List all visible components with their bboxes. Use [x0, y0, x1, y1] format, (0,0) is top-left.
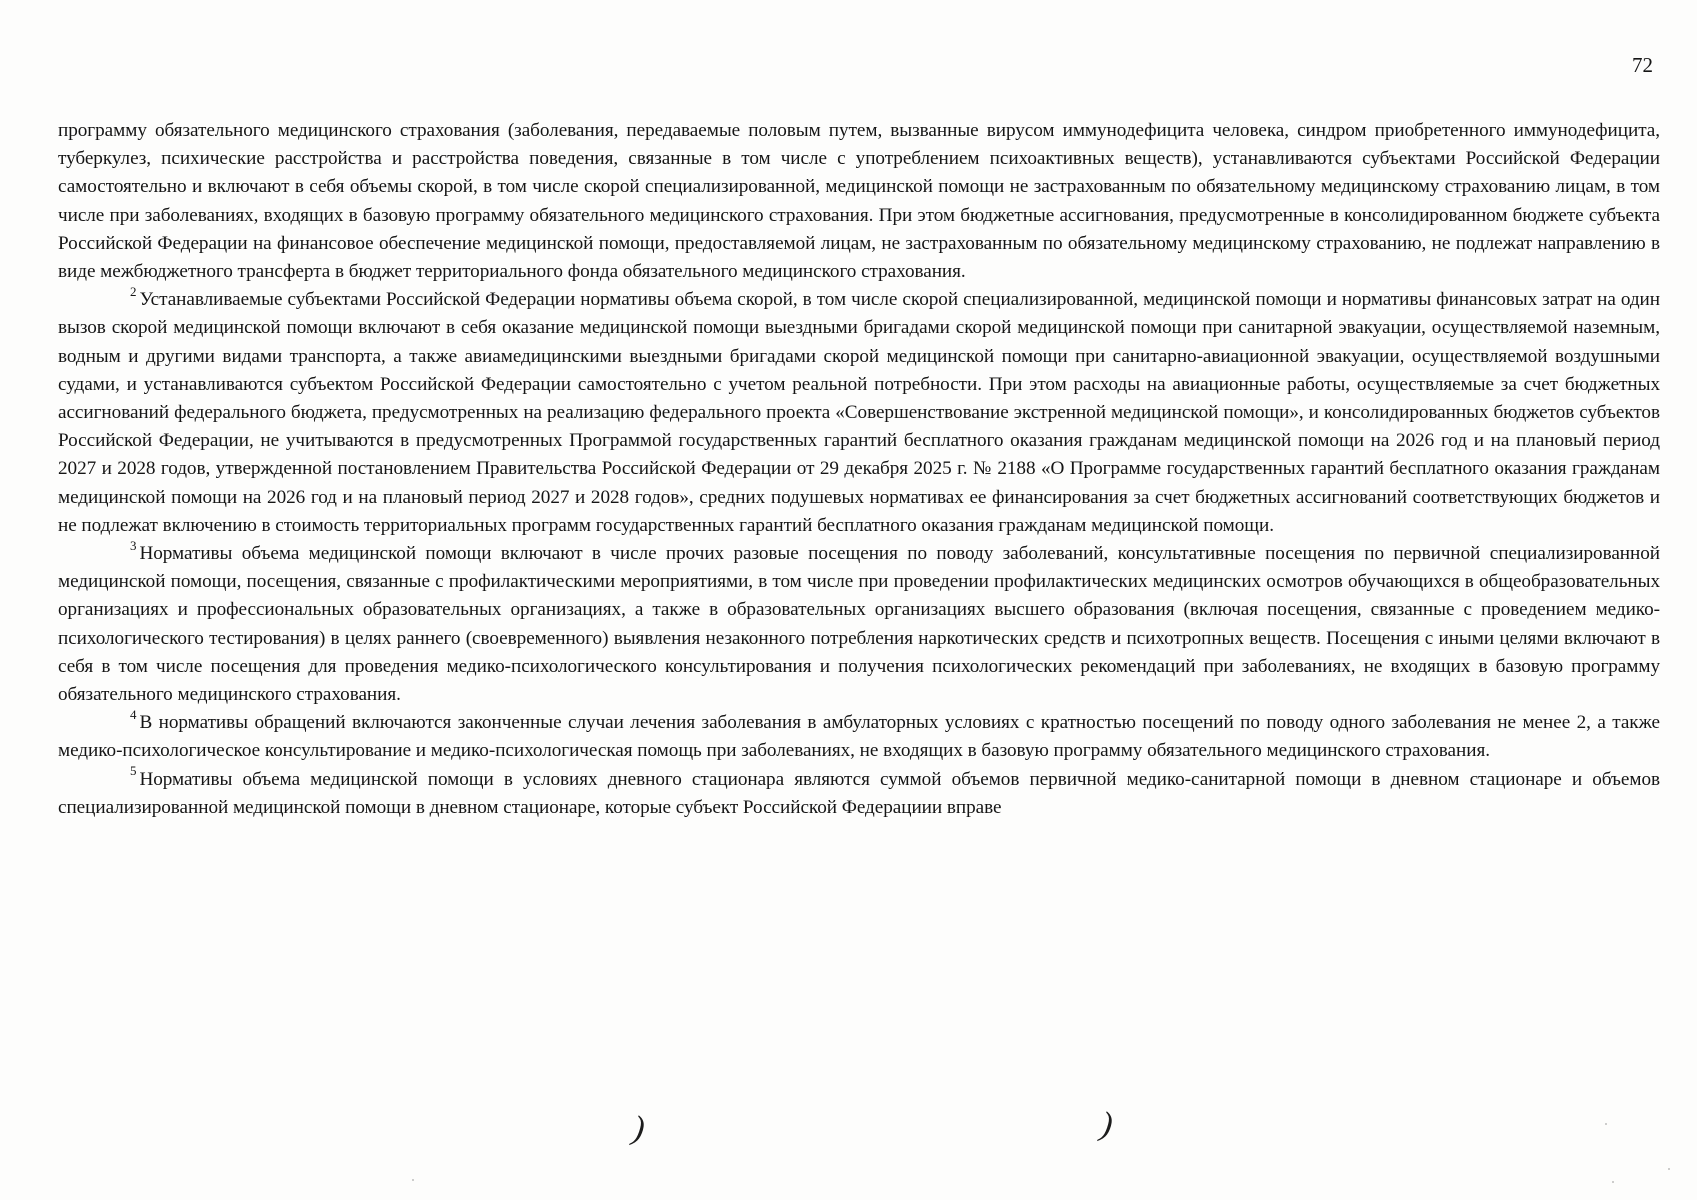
scan-speck: [1668, 1168, 1670, 1170]
footnote-2: [58, 283, 1660, 540]
footnote-text: Устанавливаемые субъектами Российской Федерации нормативы объема скорой, в том числе скорой специализированной, медицинской помощи и нормативы финансовых затрат на один вызов скорой медицинской помощи включают в себя оказание медицинской помощи выездными бригадами скорой медицинской помощи при санитарной эвакуации, осуществляемой наземным, водным и другими видами транспорта, а также авиамедицинскими выездными бригадами скорой медицинской помощи при санитарно-авиационной эвакуации, осуществляемой воздушными судами, и устанавливаются субъектом Российской Федерации самостоятельно с учетом реальной потребности. При этом расходы на авиационные работы, осуществляемые за счет бюджетных ассигнований федерального бюджета, предусмотренных на реализацию федерального проекта «Совершенствование экстренной медицинской помощи», и консолидированных бюджетов субъектов Российской Федерации, не учитываются в предусмотренных Программой государственных гарантий бесплатного оказания гражданам медицинской помощи на 2026 год и на плановый период 2027 и 2028 годов, утвержденной постановлением Правительства Российской Федерации от 29 декабря 2025 г. № 2188 «О Программе государственных гарантий бесплатного оказания гражданам медицинской помощи на 2026 год и на плановый период 2027 и 2028 годов», средних подушевых нормативах ее финансирования за счет бюджетных ассигнований соответствующих бюджетов и не подлежат включению в стоимость территориальных программ государственных гарантий бесплатного оказания гражданам медицинской помощи.: [58, 289, 1660, 536]
footnote-marker: 4: [130, 706, 137, 722]
paragraph-continuation: [58, 117, 1660, 286]
footnote-5: [58, 763, 1660, 822]
paragraph-text: программу обязательного медицинского страхования (заболевания, передаваемые половым путем, вызванные вирусом иммунодефицита человека, синдром приобретенного иммунодефицита, туберкулез, психические расстройства и расстройства поведения, связанные в том числе с употреблением психоактивных веществ), устанавливаются субъектами Российской Федерации самостоятельно и включают в себя объемы скорой, в том числе скорой специализированной, медицинской помощи не застрахованным по обязательному медицинскому страхованию лицам, в том числе при заболеваниях, входящих в базовую программу обязательного медицинского страхования. При этом бюджетные ассигнования, предусмотренные в консолидированном бюджете субъекта Российской Федерации на финансовое обеспечение медицинской помощи, предоставляемой лицам, не застрахованным по обязательному медицинскому страхованию, не подлежат направлению в виде межбюджетного трансферта в бюджет территориального фонда обязательного медицинского страхования.: [58, 120, 1660, 283]
footnote-marker: 3: [130, 537, 137, 553]
footnote-marker: 5: [130, 763, 137, 779]
page-number: 72: [1632, 53, 1653, 77]
document-body: [58, 117, 1660, 822]
binding-hole-mark-right: ): [1098, 1105, 1115, 1144]
footnote-3: [58, 537, 1660, 709]
binding-hole-mark-left: ): [630, 1109, 647, 1148]
footnote-text: Нормативы объема медицинской помощи включают в числе прочих разовые посещения по поводу заболеваний, консультативные посещения по первичной специализированной медицинской помощи, посещения, связанные с профилактическими мероприятиями, в том числе при проведении профилактических медицинских осмотров обучающихся в общеобразовательных организациях и профессиональных образовательных организациях, а также в образовательных организациях высшего образования (включая посещения, связанные с проведением медико-психологического тестирования) в целях раннего (своевременного) выявления незаконного потребления наркотических средств и психотропных веществ. Посещения с иными целями включают в себя в том числе посещения для проведения медико-психологического консультирования и получения психологических рекомендаций при заболеваниях, не входящих в базовую программу обязательного медицинского страхования.: [58, 543, 1660, 706]
footnote-marker: 2: [130, 283, 137, 299]
scan-speck: [412, 1179, 414, 1181]
scan-speck: [1612, 1181, 1614, 1183]
footnote-4: [58, 706, 1660, 765]
footnote-text: В нормативы обращений включаются законченные случаи лечения заболевания в амбулаторных условиях с кратностью посещений по поводу одного заболевания не менее 2, а также медико-психологическое консультирование и медико-психологическая помощь при заболеваниях, не входящих в базовую программу обязательного медицинского страхования.: [58, 712, 1660, 762]
scan-speck: [1605, 1123, 1607, 1125]
footnote-text: Нормативы объема медицинской помощи в условиях дневного стационара являются суммой объемов первичной медико-санитарной помощи в дневном стационаре и объемов специализированной медицинской помощи в дневном стационаре, которые субъект Российской Федерациии вправе: [58, 768, 1660, 818]
